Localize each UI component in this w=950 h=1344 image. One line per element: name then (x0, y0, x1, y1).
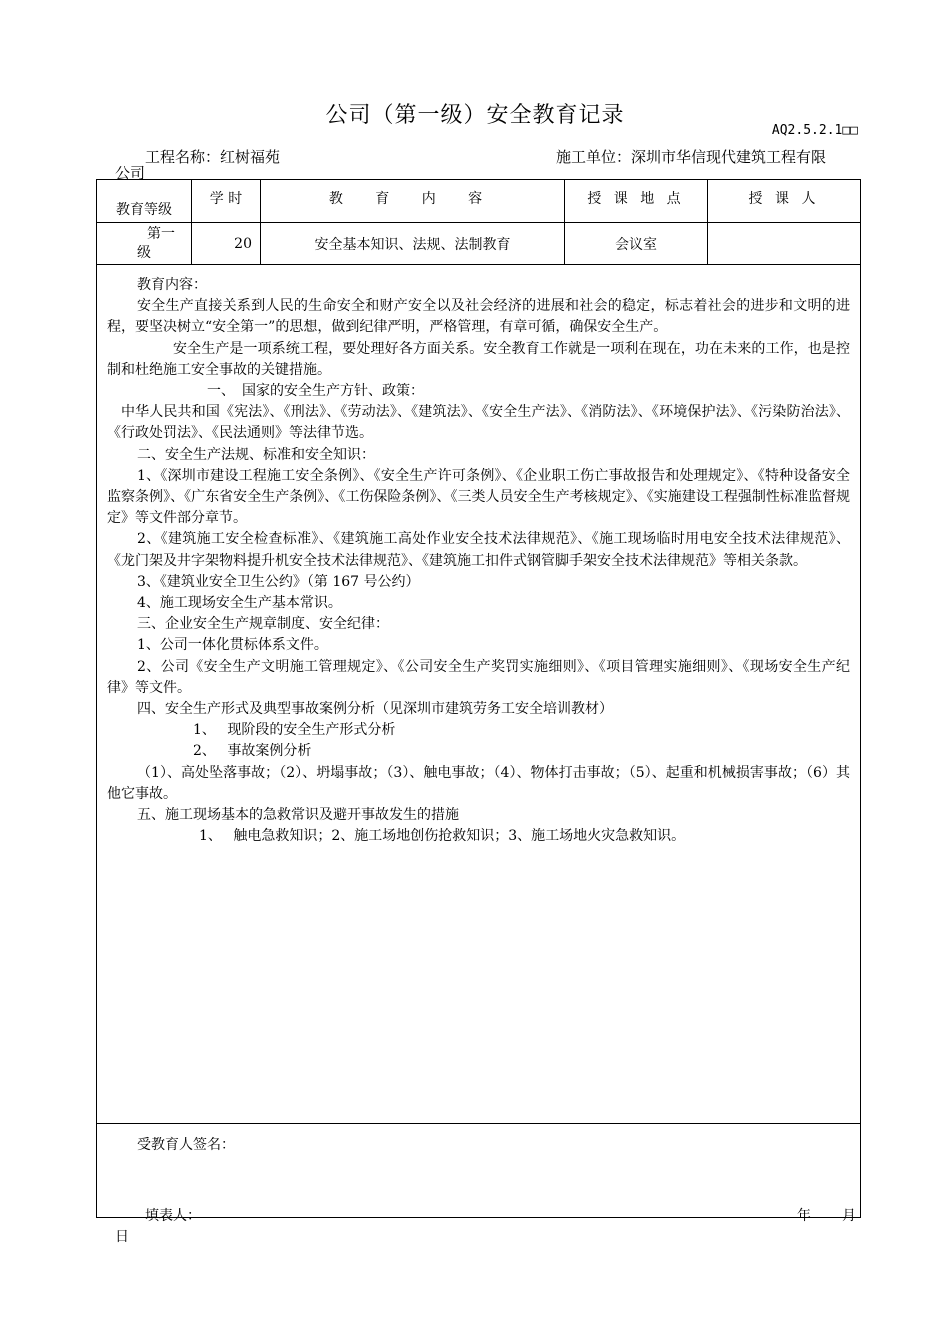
year-label: 年 (797, 1208, 811, 1224)
content-paragraph: 安全生产是一项系统工程，要处理好各方面关系。安全教育工作就是一项利在现在，功在未来的工作，也是控制和杜绝施工安全事故的关键措施。 (107, 340, 850, 378)
construction-unit-cont: 公司 (115, 164, 146, 182)
filler-label: 填表人： (145, 1208, 201, 1224)
content-paragraph: （1）、高处坠落事故；（2）、坍塌事故；（3）、触电事故；（4）、物体打击事故；（5）、起重和机械损害事故；（6）其他它事故。 (107, 764, 850, 802)
month-label: 月 (842, 1208, 856, 1224)
content-paragraph: 4、施工现场安全生产基本常识。 (137, 595, 342, 612)
content-paragraph: 2、《建筑施工安全检查标准》、《建筑施工高处作业安全技术法律规范》、《施工现场临时用电安全技术法律规范》、《龙门架及井字架物料提升机安全技术法律规范》、《建筑施工扣件式钢管脚手架安全技术法律规范》等相关条款。 (107, 531, 850, 569)
education-content (97, 265, 861, 1124)
content-paragraph: 3、《建筑业安全卫生公约》（第 167 号公约） (137, 573, 420, 590)
section-heading: 五、施工现场基本的急救常识及避开事故发生的措施 (137, 807, 459, 824)
row-place: 会议室 (565, 223, 708, 265)
construction-unit: 施工单位：深圳市华信现代建筑工程有限 (556, 148, 827, 166)
signature-cell[interactable] (97, 1124, 861, 1218)
document-code: AQ2.5.2.1□□ (771, 123, 858, 138)
header-hours: 学 时 (192, 180, 261, 223)
page-title: 公司（第一级）安全教育记录 (325, 103, 625, 128)
content-paragraph: 1、《深圳市建设工程施工安全条例》、《安全生产许可条例》、《企业职工伤亡事故报告和处理规定》、《特种设备安全监察条例》、《广东省安全生产条例》、《工伤保险条例》、《三类人员安全生产考核规定》、《实施建设工程强制性标准监督规定》等文件部分章节。 (107, 467, 850, 527)
project-name: 工程名称：红树福苑 (145, 148, 281, 166)
table-row (97, 223, 861, 265)
signature-label: 受教育人签名： (137, 1137, 235, 1153)
day-label: 日 (115, 1229, 129, 1245)
content-paragraph: 1、 触电急救知识；2、施工场地创伤抢救知识；3、施工场地火灾急救知识。 (199, 828, 686, 845)
row-content: 安全基本知识、法规、法制教育 (261, 223, 565, 265)
section-heading: 二、安全生产法规、标准和安全知识： (137, 446, 375, 463)
education-record-table (96, 179, 861, 1218)
row-hours: 20 (192, 223, 261, 265)
content-paragraph: 1、 现阶段的安全生产形式分析 (193, 722, 396, 739)
table-header-row (97, 180, 861, 223)
content-paragraph: 1、公司一体化贯标体系文件。 (137, 637, 328, 654)
content-paragraph: 中华人民共和国《宪法》、《刑法》、《劳动法》、《建筑法》、《安全生产法》、《消防法》、《环境保护法》、《污染防治法》、《行政处罚法》、《民法通则》等法律节选。 (107, 404, 850, 442)
content-paragraph: 2、 事故案例分析 (193, 743, 312, 760)
content-paragraph: 安全生产直接关系到人民的生命安全和财产安全以及社会经济的进展和社会的稳定，标志着社会的进步和文明的进程，要坚决树立“安全第一”的思想，做到纪律严明，严格管理，有章可循，确保安全生产。 (107, 298, 850, 336)
content-heading: 教育内容： (137, 277, 207, 293)
row-level: 第一 级 (97, 223, 192, 265)
header-content: 教 育 内 容 (261, 180, 565, 223)
header-teacher: 授 课 人 (708, 180, 861, 223)
section-heading: 一、 国家的安全生产方针、政策： (207, 383, 424, 400)
section-heading: 四、安全生产形式及典型事故案例分析（见深圳市建筑劳务工安全培训教材） (137, 701, 613, 718)
section-heading: 三、企业安全生产规章制度、安全纪律： (137, 616, 389, 633)
header-place: 授 课 地 点 (565, 180, 708, 223)
content-paragraph: 2、公司《安全生产文明施工管理规定》、《公司安全生产奖罚实施细则》、《项目管理实施细则》、《现场安全生产纪律》等文件。 (107, 658, 850, 696)
signature-row (97, 1124, 861, 1218)
row-teacher (708, 223, 861, 265)
header-level: 教育等级 (97, 180, 192, 223)
content-row (97, 265, 861, 1124)
